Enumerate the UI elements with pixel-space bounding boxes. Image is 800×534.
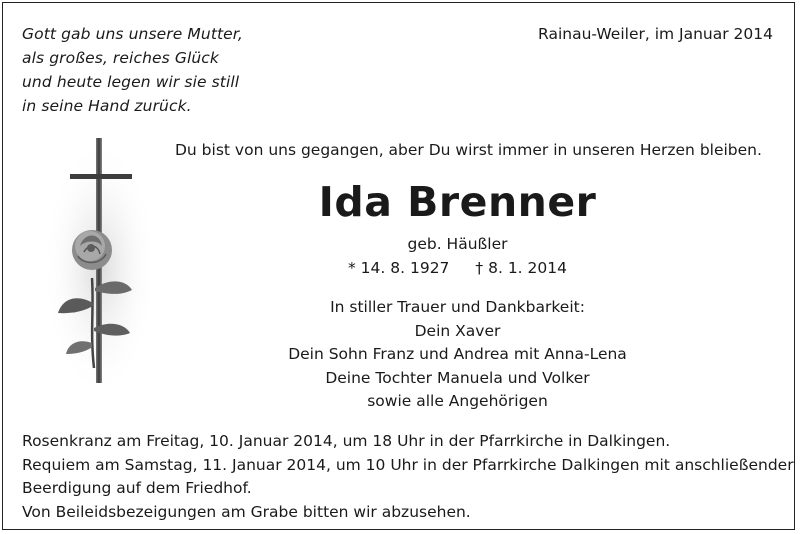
maiden-name: geb. Häußler xyxy=(407,235,508,253)
deceased-name: Ida Brenner xyxy=(318,178,597,226)
mourner-line: In stiller Trauer und Dankbarkeit: xyxy=(330,298,585,316)
mourner-line: Dein Xaver xyxy=(414,321,501,340)
service-details xyxy=(22,430,794,524)
footer-line: Beerdigung auf dem Friedhof. xyxy=(22,479,252,497)
birth-date: * 14. 8. 1927 xyxy=(348,259,450,277)
mourner-line: Dein Sohn Franz und Andrea mit Anna-Lena xyxy=(288,345,627,363)
poem-line: und heute legen wir sie still xyxy=(22,73,240,91)
poem-line: als großes, reiches Glück xyxy=(22,49,219,67)
poem xyxy=(22,22,243,118)
intro-text: Du bist von uns gegangen, aber Du wirst immer in unseren Herzen bleiben. xyxy=(175,141,762,159)
cross-with-rose-icon xyxy=(40,128,160,398)
death-date: † 8. 1. 2014 xyxy=(475,259,567,277)
poem-line: Gott gab uns unsere Mutter, xyxy=(22,25,243,43)
footer-line: Von Beileidsbezeigungen am Grabe bitten wir abzusehen. xyxy=(22,502,471,521)
mourner-line: sowie alle Angehörigen xyxy=(367,392,548,410)
mourner-line: Deine Tochter Manuela und Volker xyxy=(325,368,590,387)
poem-line: in seine Hand zurück. xyxy=(22,97,192,115)
footer-line: Requiem am Samstag, 11. Januar 2014, um 10 Uhr in der Pfarrkirche Dalkingen mit anschließender xyxy=(22,455,794,474)
place-date: Rainau-Weiler, im Januar 2014 xyxy=(538,25,773,43)
mourners-list xyxy=(175,296,740,414)
footer-line: Rosenkranz am Freitag, 10. Januar 2014, um 18 Uhr in der Pfarrkirche in Dalkingen. xyxy=(22,432,671,450)
life-dates xyxy=(175,256,740,280)
